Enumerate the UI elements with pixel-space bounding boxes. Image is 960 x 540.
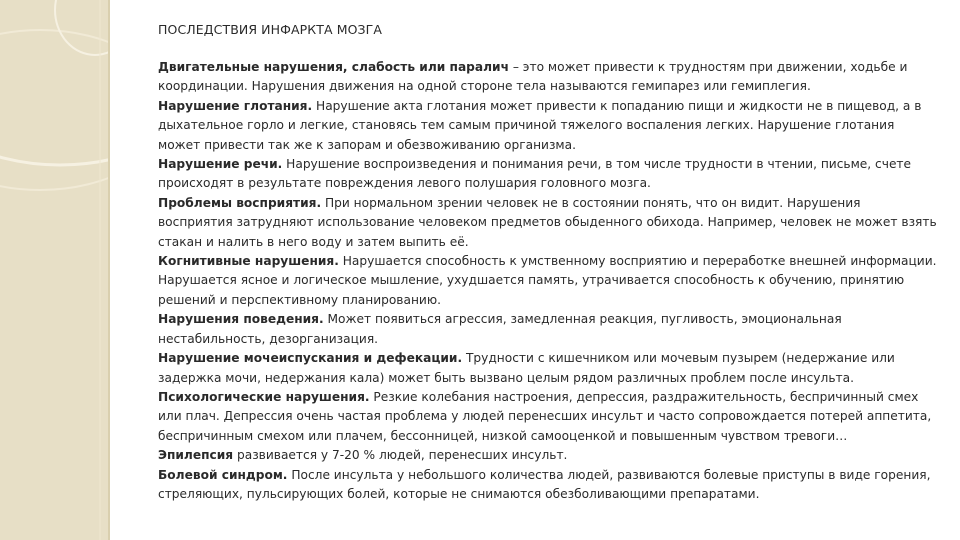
section-text: При нормальном зрении человек не в состоянии понять, что он видит. Нарушения восприятия затрудняют использование человеком предметов обыденного обихода. Например, человек не может взять стакан и налить в него воду и затем выпить её. (158, 195, 937, 249)
body-text (158, 58, 938, 504)
section-heading: Проблемы восприятия. (158, 195, 322, 210)
section-heading: Двигательные нарушения, слабость или паралич (158, 60, 509, 74)
section-5 (158, 254, 937, 307)
section-4 (158, 196, 937, 249)
slide-title: ПОСЛЕДСТВИЯ ИНФАРКТА МОЗГА (158, 22, 383, 37)
decorative-side-panel (0, 0, 110, 540)
section-heading: Нарушения поведения. (158, 312, 324, 327)
section-8 (158, 390, 931, 443)
section-heading: Нарушение речи. (158, 157, 283, 172)
section-heading: Психологические нарушения. (158, 389, 370, 404)
section-3 (158, 157, 911, 190)
section-7 (158, 351, 895, 384)
panel-divider (108, 0, 110, 540)
section-text: Трудности с кишечником или мочевым пузырем (недержание или задержка мочи, недержания кала) может быть вызвано целым рядом различных проблем после инсульта. (158, 351, 895, 385)
section-text: – это может привести к трудностям при движении, ходьбе и координации. Нарушения движения на одной стороне тела называются гемипарез или гемиплегия. (158, 60, 908, 94)
section-text: Нарушается способность к умственному восприятию и переработке внешней информации. Нарушается ясное и логическое мышление, ухудшается память, утрачивается способность к обучению, принятию решений и перспективному планированию. (158, 254, 937, 307)
section-heading: Когнитивные нарушения. (158, 254, 339, 269)
section-6 (158, 312, 842, 345)
section-text: Может появиться агрессия, замедленная реакция, пугливость, эмоциональная нестабильность, дезорганизация. (158, 312, 842, 346)
section-text: После инсульта у небольшого количества людей, развиваются болевые приступы в виде горения, стреляющих, пульсирующих болей, которые не снимаются обезболивающими препаратами. (158, 467, 931, 501)
section-1 (158, 60, 907, 93)
slide-content (158, 22, 938, 504)
section-text: развивается у 7-20 % людей, перенесших инсульт. (233, 448, 568, 463)
section-heading: Нарушение глотания. (158, 98, 313, 113)
section-heading: Нарушение мочеиспускания и дефекации. (158, 351, 463, 366)
section-text: Нарушение акта глотания может привести к попаданию пищи и жидкости не в пищевод, а в дыхательное горло и легкие, становясь тем самым причиной тяжелого воспаления легких. Нарушение глотания может привести так же к запорам и обезвоживанию организма. (158, 98, 922, 152)
section-text: Резкие колебания настроения, депрессия, раздражительность, беспричинный смех или плач. Депрессия очень частая проблема у людей перенесших инсульт и часто сопровождается потерей аппетита, беспричинным смехом или плачем, бессонницей, низкой самооценкой и повышенным чувством тревоги… (158, 389, 932, 443)
section-9 (158, 448, 567, 462)
section-text: Нарушение воспроизведения и понимания речи, в том числе трудности в чтении, письме, счете происходят в результате повреждения левого полушария головного мозга. (158, 157, 912, 191)
decorative-rings (0, 0, 110, 540)
section-heading: Болевой синдром. (158, 467, 288, 482)
section-heading: Эпилепсия (158, 448, 234, 463)
section-2 (158, 99, 921, 152)
section-10 (158, 468, 930, 501)
